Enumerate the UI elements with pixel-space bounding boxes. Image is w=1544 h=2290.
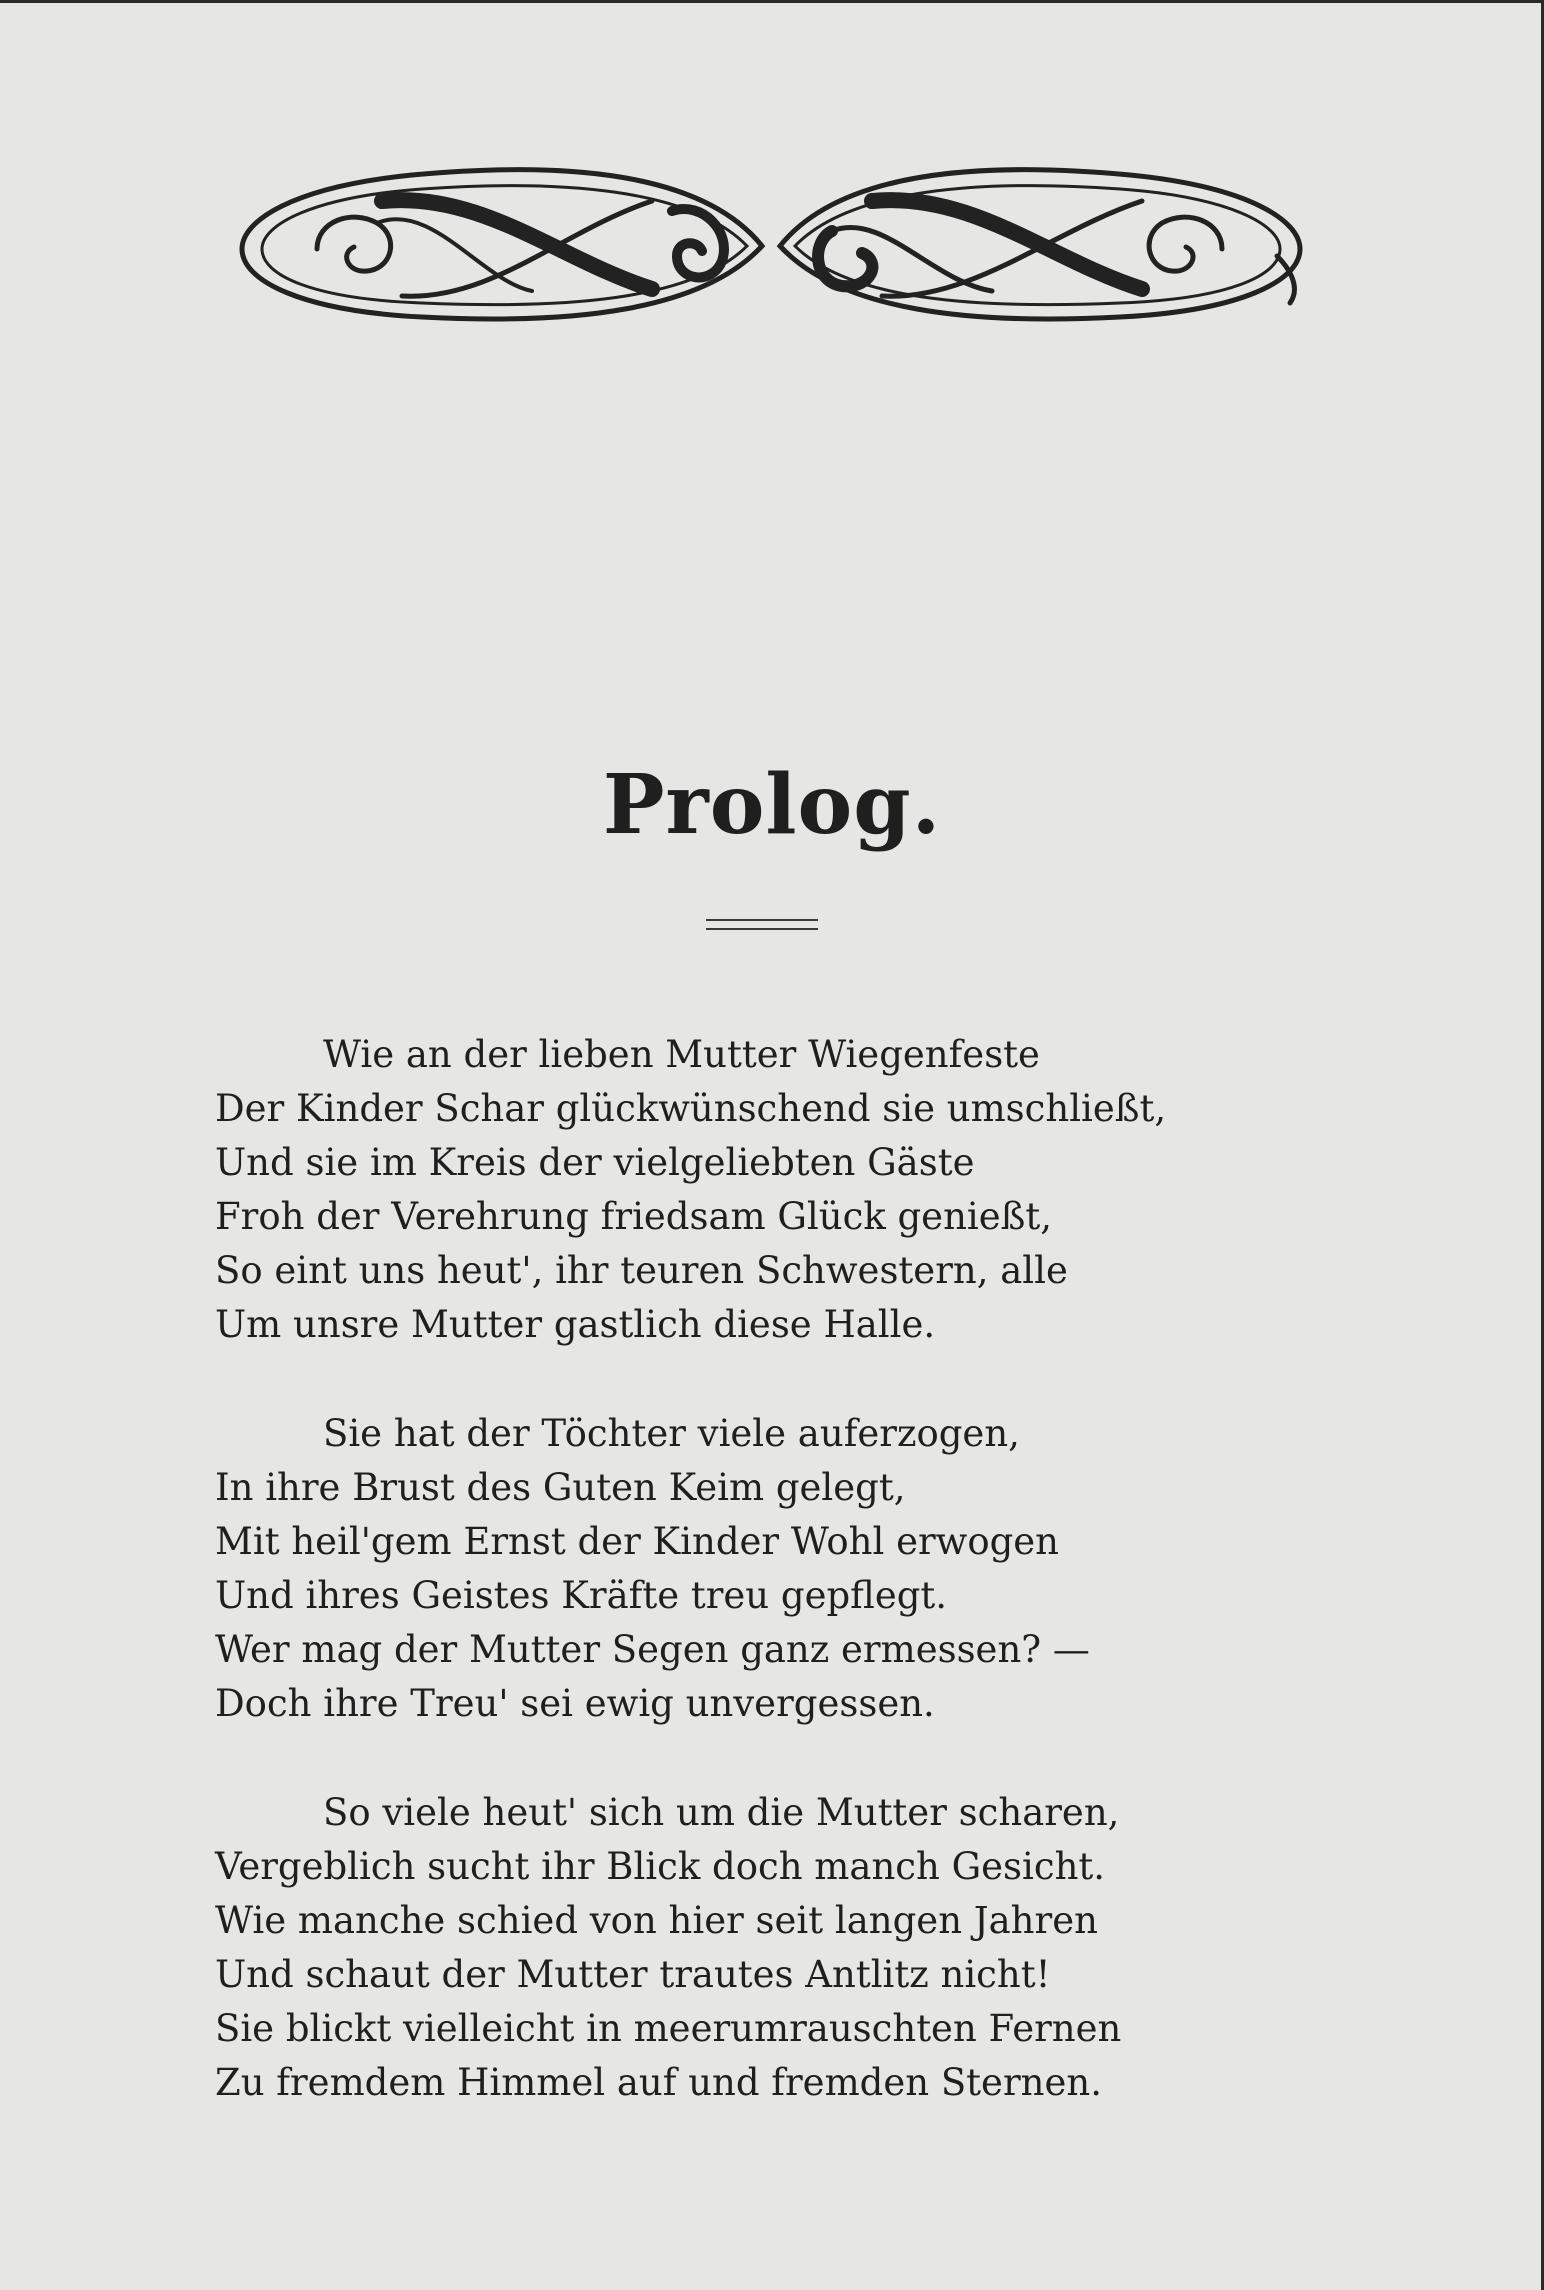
poem-line: Der Kinder Schar glückwünschend sie umschließt, [215, 1087, 1167, 1130]
stanza-1 [215, 1028, 1345, 1352]
poem-line: So eint uns heut', ihr teuren Schwestern, alle [215, 1249, 1068, 1292]
poem-line: Und ihres Geistes Kräfte treu gepflegt. [215, 1574, 948, 1617]
poem-line: Sie hat der Töchter viele auferzogen, [323, 1412, 1020, 1455]
poem-line: Wer mag der Mutter Segen ganz ermessen? — [215, 1628, 1090, 1671]
page-title: Prolog. [602, 757, 942, 853]
poem-line: Wie an der lieben Mutter Wiegenfeste [323, 1033, 1040, 1076]
poem-line: Und schaut der Mutter trautes Antlitz nicht! [215, 1953, 1051, 1996]
poem-line: In ihre Brust des Guten Keim gelegt, [215, 1466, 906, 1509]
title-divider-bottom [706, 928, 818, 930]
poem-line: Wie manche schied von hier seit langen Jahren [215, 1899, 1098, 1942]
poem-line: Zu fremdem Himmel auf und fremden Sternen. [215, 2061, 1102, 2104]
poem-line: Um unsre Mutter gastlich diese Halle. [215, 1303, 936, 1346]
stanza-3 [215, 1786, 1345, 2110]
poem [215, 1028, 1345, 2165]
decorative-knot-ornament-icon [232, 161, 1310, 331]
poem-line: Doch ihre Treu' sei ewig unvergessen. [215, 1682, 935, 1725]
poem-line: Vergeblich sucht ihr Blick doch manch Gesicht. [215, 1845, 1106, 1888]
stanza-2 [215, 1407, 1345, 1731]
title-divider-top [706, 919, 818, 921]
poem-line: Mit heil'gem Ernst der Kinder Wohl erwogen [215, 1520, 1060, 1563]
poem-line: Sie blickt vielleicht in meerumrauschten Fernen [215, 2007, 1122, 2050]
poem-line: Froh der Verehrung friedsam Glück genießt, [215, 1195, 1052, 1238]
poem-line: So viele heut' sich um die Mutter scharen, [323, 1791, 1120, 1834]
poem-line: Und sie im Kreis der vielgeliebten Gäste [215, 1141, 975, 1184]
